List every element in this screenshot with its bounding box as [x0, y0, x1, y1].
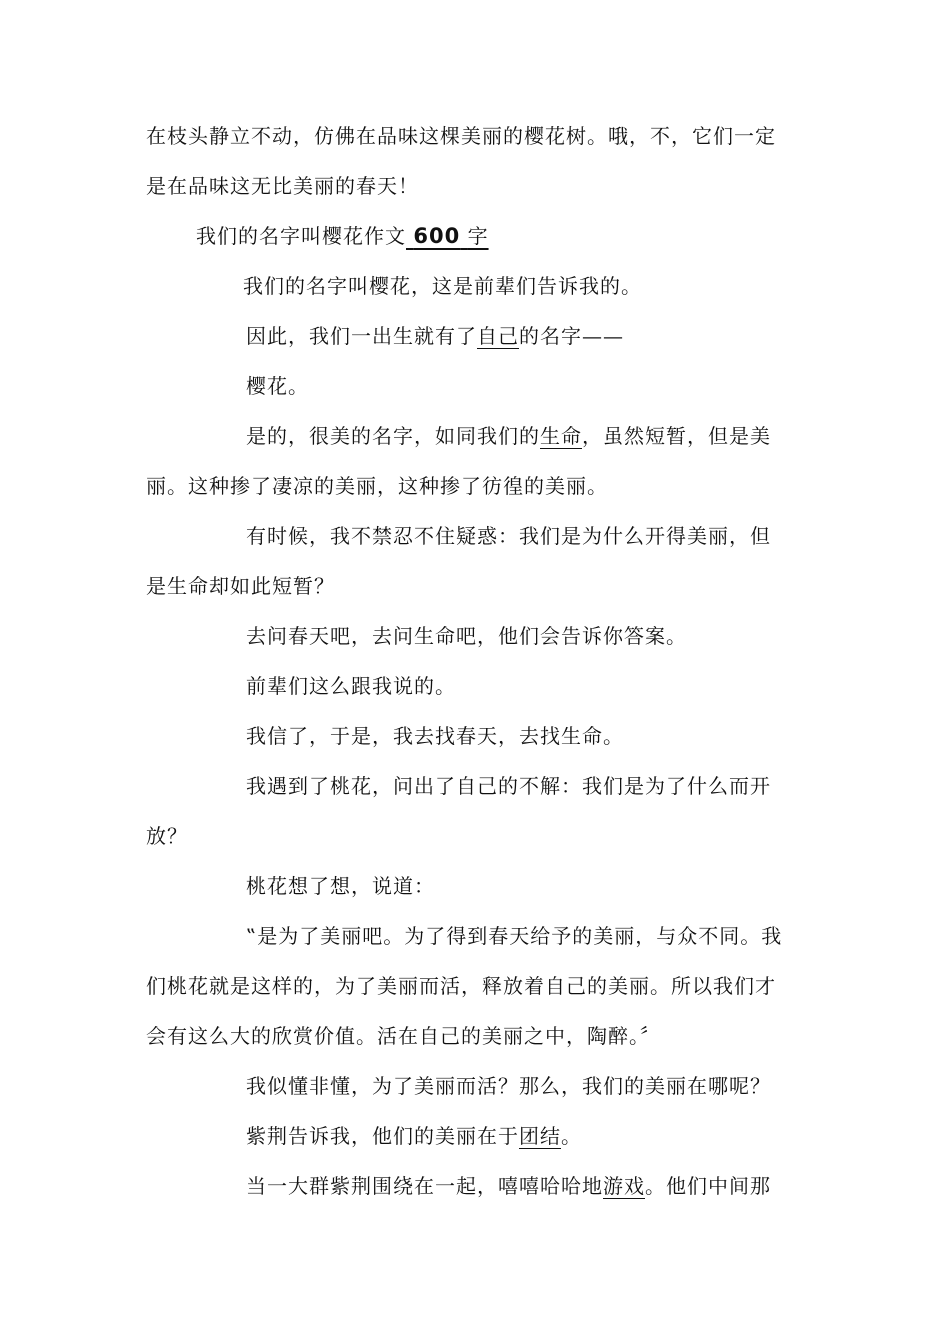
text-segment: 是的，很美的名字，如同我们的 [246, 424, 540, 448]
paragraph-line: 是生命却如此短暂？ [146, 574, 335, 598]
paragraph-line: 放？ [146, 824, 188, 848]
paragraph-line: 我信了，于是，我去找春天，去找生命。 [246, 724, 624, 748]
paragraph-line: 我似懂非懂，为了美丽而活？那么，我们的美丽在哪呢？ [246, 1074, 771, 1098]
paragraph-line: 在枝头静立不动，仿佛在品味这棵美丽的樱花树。哦，不，它们一定 [146, 124, 776, 148]
paragraph-line: 前辈们这么跟我说的。 [246, 674, 456, 698]
paragraph-line: 是在品味这无比美丽的春天！ [146, 174, 419, 198]
paragraph-line: 我遇到了桃花，问出了自己的不解：我们是为了什么而开 [246, 774, 771, 798]
paragraph-line: 桃花想了想，说道： [246, 874, 435, 898]
text-segment: 因此，我们一出生就有了 [246, 324, 477, 348]
text-segment: 。 [561, 1124, 582, 1148]
title-text: 我们的名字叫樱花作文 [196, 224, 406, 248]
title-underlined [406, 224, 489, 248]
text-segment: 的名字—— [519, 324, 624, 348]
paragraph-line: 们桃花就是这样的，为了美丽而活，释放着自己的美丽。所以我们才 [146, 974, 776, 998]
paragraph-line: 会有这么大的欣赏价值。活在自己的美丽之中，陶醉。〞 [146, 1024, 661, 1048]
paragraph-line: 樱花。 [246, 374, 309, 398]
paragraph-line: ‟是为了美丽吧。为了得到春天给予的美丽，与众不同。我 [246, 924, 783, 948]
paragraph-line [246, 1173, 771, 1199]
paragraph-line: 去问春天吧，去问生命吧，他们会告诉你答案。 [246, 624, 687, 648]
text-segment: 。他们中间那 [645, 1174, 771, 1198]
text-segment: ，虽然短暂，但是美 [582, 424, 771, 448]
paragraph-line [246, 423, 771, 449]
text-segment: 当一大群紫荆围绕在一起，嘻嘻哈哈地 [246, 1174, 603, 1198]
underlined-word: 游戏 [603, 1174, 645, 1198]
title-suffix: 字 [467, 224, 489, 248]
underlined-word: 自己 [477, 324, 519, 348]
paragraph-line [246, 1123, 582, 1149]
paragraph-line: 丽。这种掺了凄凉的美丽，这种掺了彷徨的美丽。 [146, 474, 608, 498]
underlined-word: 团结 [519, 1124, 561, 1148]
paragraph-line: 有时候，我不禁忍不住疑惑：我们是为什么开得美丽，但 [246, 524, 771, 548]
title-number: 600 [413, 224, 461, 248]
article-title [196, 223, 489, 249]
underlined-word: 生命 [540, 424, 582, 448]
paragraph-line: 我们的名字叫樱花，这是前辈们告诉我的。 [243, 274, 642, 298]
paragraph-line [246, 323, 624, 349]
text-segment: 紫荆告诉我，他们的美丽在于 [246, 1124, 519, 1148]
